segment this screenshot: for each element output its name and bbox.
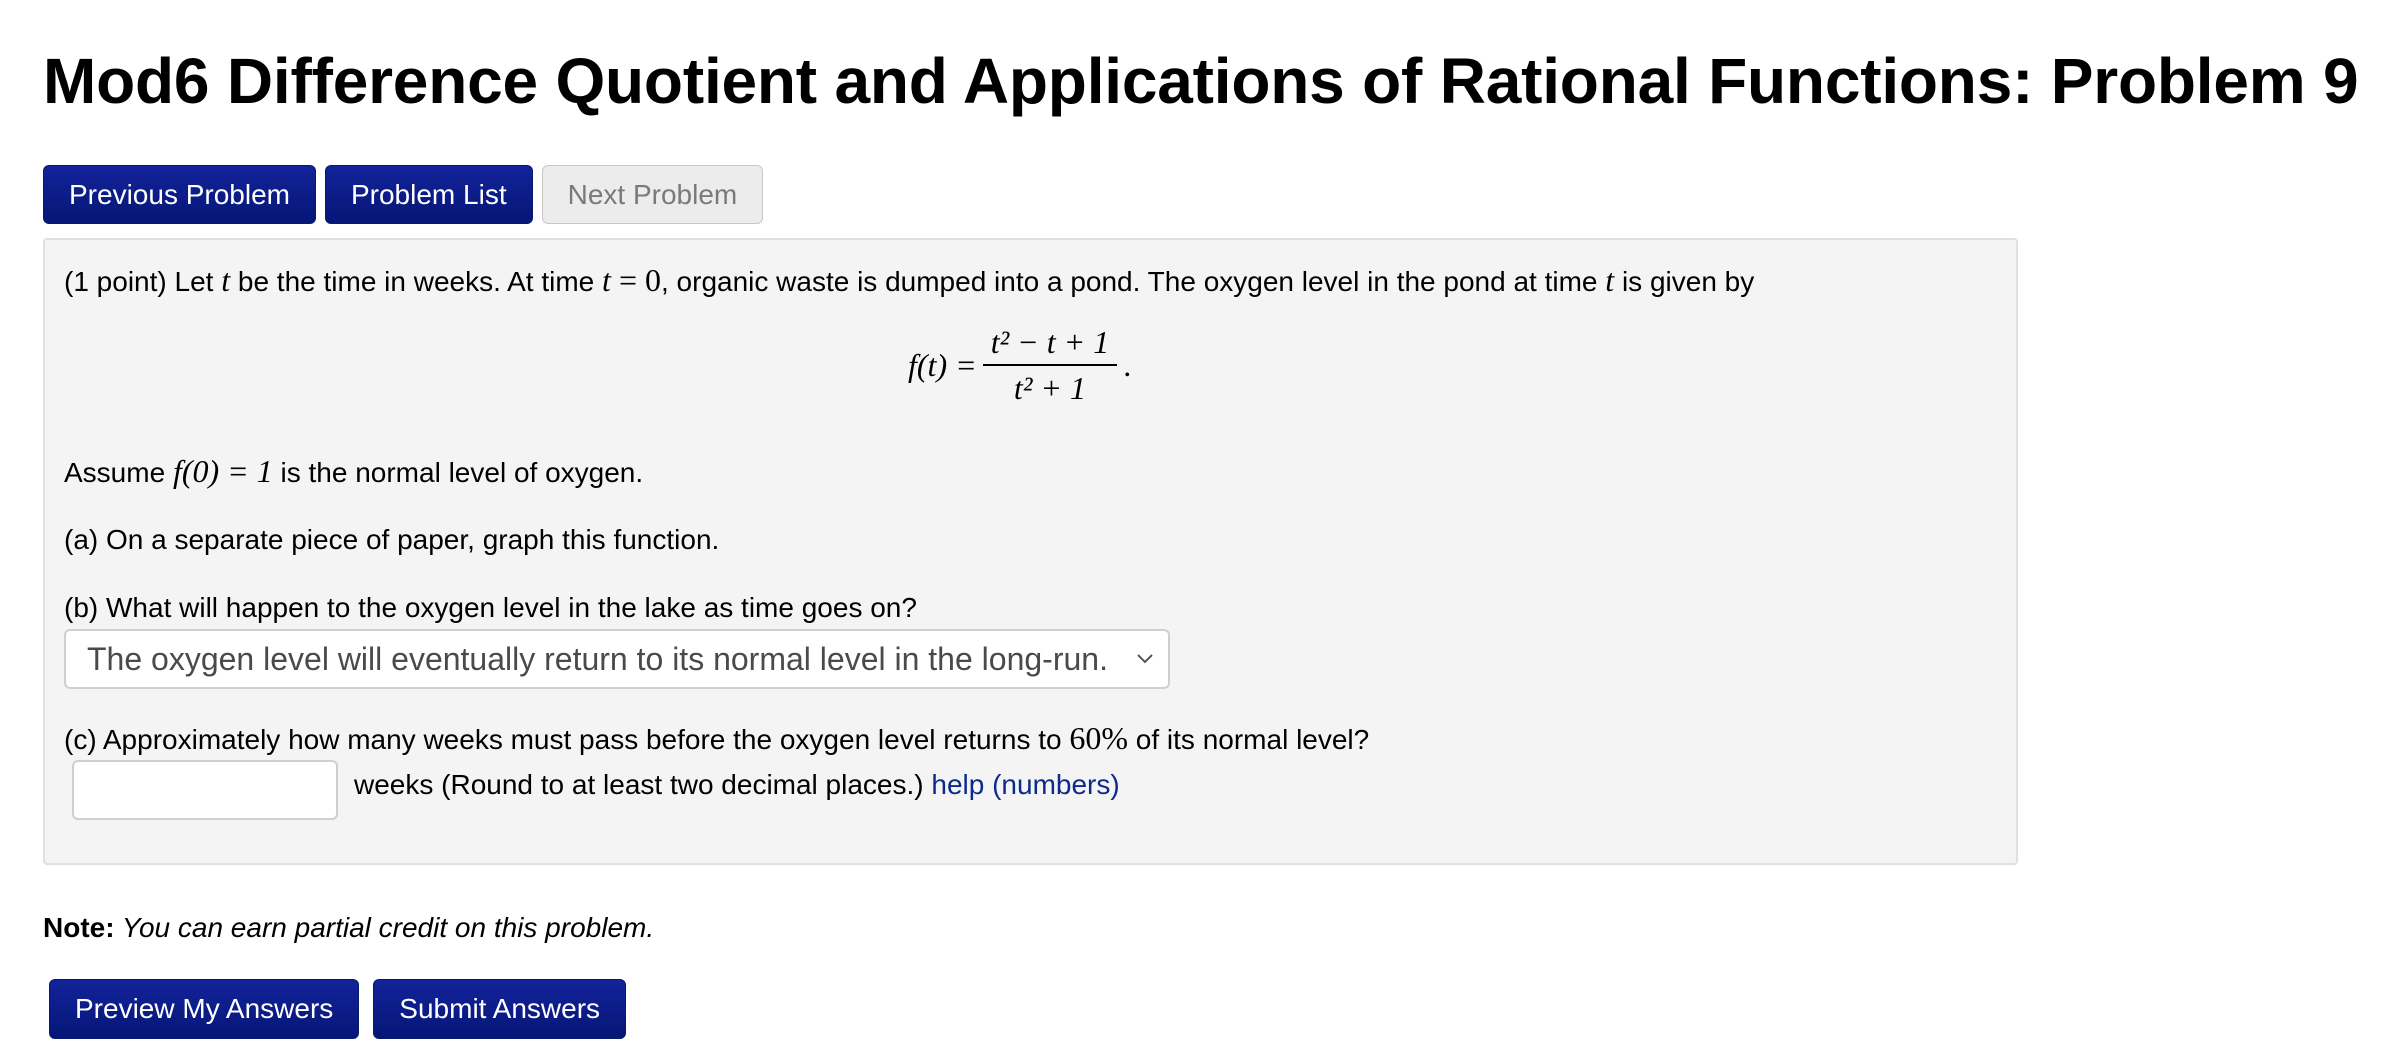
oxygen-formula: [908, 320, 1131, 410]
variable-t: t: [1605, 262, 1615, 298]
help-numbers-link[interactable]: help (numbers): [931, 769, 1120, 800]
part-b-answer-select[interactable]: [64, 629, 1170, 689]
problem-body: [43, 238, 2018, 865]
variable-t: t: [221, 262, 231, 298]
weeks-instruction-text: weeks (Round to at least two decimal places.): [354, 769, 932, 800]
assume-expression: f(0) = 1: [172, 453, 273, 489]
part-b-question: (b) What will happen to the oxygen level in the lake as time goes on?: [64, 592, 917, 623]
problem-navigation: [43, 165, 763, 224]
formula-lhs: f(t) =: [908, 346, 977, 383]
chevron-down-icon: [1134, 647, 1156, 669]
percent-value: 60%: [1069, 720, 1129, 756]
part-b-selected-value: The oxygen level will eventually return to its normal level in the long-run.: [87, 640, 1108, 677]
problem-intro: [64, 262, 1754, 299]
note-label: Note:: [43, 912, 115, 943]
zero-value: 0: [644, 262, 661, 298]
page-title: Mod6 Difference Quotient and Applications of Rational Functions: Problem 9: [43, 45, 2359, 117]
variable-t: t: [602, 262, 611, 298]
formula-fraction: [983, 320, 1118, 410]
note-text: You can earn partial credit on this problem.: [114, 912, 655, 943]
part-c-question: [64, 720, 1369, 757]
assume-text-1: Assume: [64, 457, 173, 488]
equals-sign: =: [610, 262, 645, 298]
part-c-answer-input[interactable]: [72, 760, 338, 820]
intro-text-4: is given by: [1614, 266, 1755, 297]
formula-denominator: t² + 1: [1013, 370, 1086, 406]
part-c-instructions: [354, 769, 1120, 801]
submit-answers-button[interactable]: Submit Answers: [373, 979, 626, 1039]
preview-answers-button[interactable]: Preview My Answers: [49, 979, 359, 1039]
intro-text-1: (1 point) Let: [64, 266, 222, 297]
assume-text-2: is the normal level of oxygen.: [272, 457, 644, 488]
answer-actions: [49, 979, 626, 1039]
formula-numerator: t² − t + 1: [990, 324, 1110, 360]
part-a-text: (a) On a separate piece of paper, graph this function.: [64, 524, 720, 555]
next-problem-button: Next Problem: [542, 165, 764, 224]
intro-text-3: , organic waste is dumped into a pond. The oxygen level in the pond at time: [660, 266, 1606, 297]
previous-problem-button[interactable]: Previous Problem: [43, 165, 316, 224]
part-c-text-1: (c) Approximately how many weeks must pass before the oxygen level returns to: [64, 724, 1070, 755]
formula-period: .: [1123, 346, 1132, 383]
assume-statement: [64, 453, 643, 490]
partial-credit-note: [43, 912, 654, 944]
part-c-text-2: of its normal level?: [1128, 724, 1370, 755]
intro-text-2: be the time in weeks. At time: [230, 266, 603, 297]
problem-list-button[interactable]: Problem List: [325, 165, 533, 224]
